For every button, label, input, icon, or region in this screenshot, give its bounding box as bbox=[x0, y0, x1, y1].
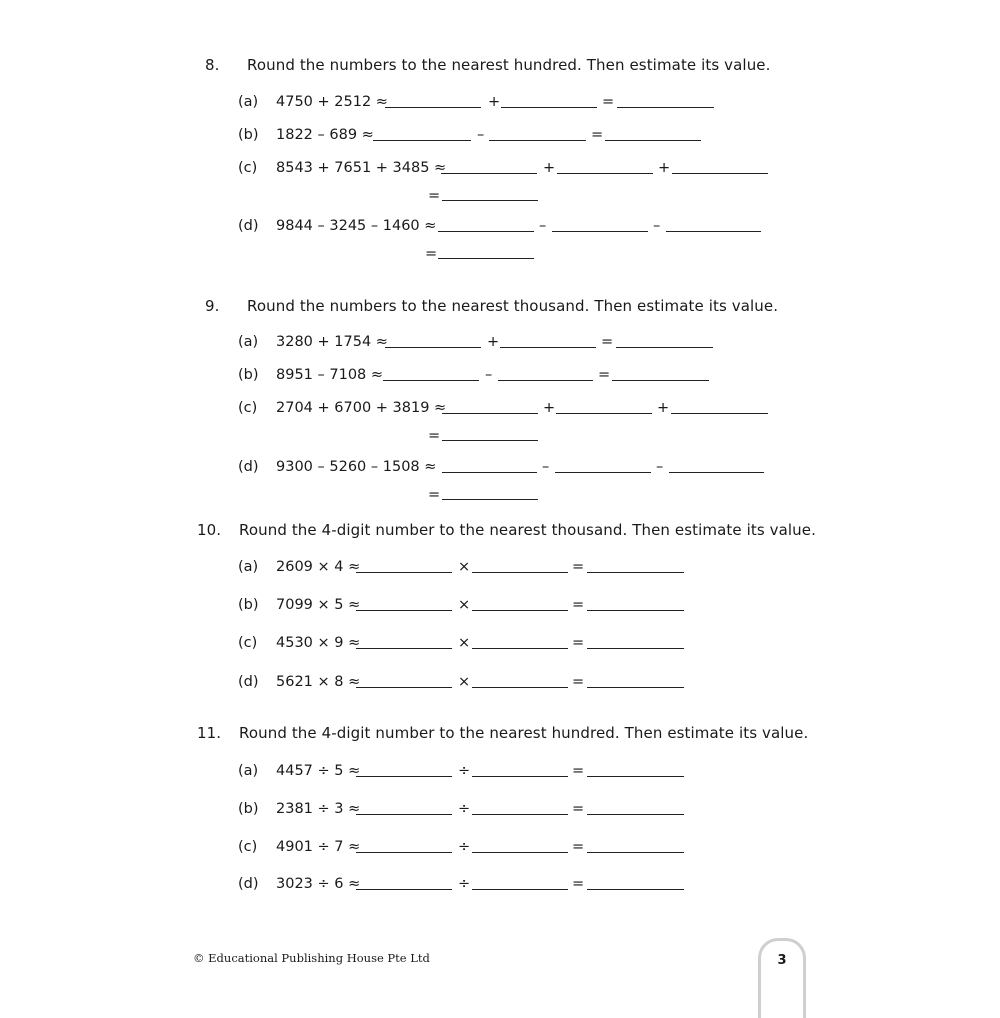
answer-blank[interactable] bbox=[612, 380, 709, 381]
equals-sign: = bbox=[572, 763, 585, 779]
answer-blank[interactable] bbox=[555, 472, 651, 473]
operator: × bbox=[458, 674, 471, 690]
answer-blank[interactable] bbox=[356, 889, 452, 890]
answer-blank[interactable] bbox=[587, 889, 684, 890]
equals-sign: = bbox=[428, 487, 441, 503]
operator: ÷ bbox=[458, 801, 471, 817]
answer-blank[interactable] bbox=[587, 572, 684, 573]
operator: × bbox=[458, 597, 471, 613]
expression: 9844 – 3245 – 1460 ≈ bbox=[276, 218, 437, 234]
operator: – bbox=[485, 367, 493, 383]
equals-sign: = bbox=[598, 367, 611, 383]
answer-blank[interactable] bbox=[356, 687, 452, 688]
answer-blank[interactable] bbox=[356, 776, 452, 777]
answer-blank[interactable] bbox=[442, 200, 538, 201]
equals-sign: = bbox=[572, 801, 585, 817]
operator: ÷ bbox=[458, 876, 471, 892]
answer-blank[interactable] bbox=[489, 140, 586, 141]
answer-blank[interactable] bbox=[671, 413, 768, 414]
part-label: (d) bbox=[238, 674, 259, 690]
question-11-title bbox=[197, 724, 808, 742]
expression: 8951 – 7108 ≈ bbox=[276, 367, 384, 383]
page-number-tab bbox=[758, 938, 806, 1018]
question-text: Round the numbers to the nearest thousand. Then estimate its value. bbox=[247, 297, 779, 315]
answer-blank[interactable] bbox=[587, 852, 684, 853]
equals-sign: = bbox=[572, 635, 585, 651]
question-10-title bbox=[197, 521, 816, 539]
operator: – bbox=[542, 459, 550, 475]
expression: 4530 × 9 ≈ bbox=[276, 635, 361, 651]
equals-sign: = bbox=[572, 839, 585, 855]
question-text: Round the 4-digit number to the nearest hundred. Then estimate its value. bbox=[239, 724, 809, 742]
answer-blank[interactable] bbox=[442, 413, 538, 414]
expression: 8543 + 7651 + 3485 ≈ bbox=[276, 160, 447, 176]
answer-blank[interactable] bbox=[356, 814, 452, 815]
answer-blank[interactable] bbox=[557, 173, 653, 174]
part-label: (b) bbox=[238, 597, 259, 613]
answer-blank[interactable] bbox=[385, 107, 481, 108]
answer-blank[interactable] bbox=[498, 380, 593, 381]
expression: 9300 – 5260 – 1508 ≈ bbox=[276, 459, 437, 475]
answer-blank[interactable] bbox=[500, 347, 596, 348]
operator: – bbox=[539, 218, 547, 234]
question-number: 10. bbox=[197, 521, 222, 539]
answer-blank[interactable] bbox=[587, 610, 684, 611]
operator: × bbox=[458, 559, 471, 575]
operator: + bbox=[658, 160, 671, 176]
question-text: Round the 4-digit number to the nearest thousand. Then estimate its value. bbox=[239, 521, 816, 539]
equals-sign: = bbox=[428, 188, 441, 204]
page-number: 3 bbox=[777, 953, 787, 968]
answer-blank[interactable] bbox=[441, 173, 537, 174]
operator: + bbox=[488, 94, 501, 110]
answer-blank[interactable] bbox=[438, 258, 534, 259]
answer-blank[interactable] bbox=[616, 347, 713, 348]
answer-blank[interactable] bbox=[666, 231, 761, 232]
equals-sign: = bbox=[591, 127, 604, 143]
equals-sign: = bbox=[601, 334, 614, 350]
copyright-footer: © Educational Publishing House Pte Ltd bbox=[193, 951, 430, 965]
expression: 4457 ÷ 5 ≈ bbox=[276, 763, 361, 779]
answer-blank[interactable] bbox=[556, 413, 652, 414]
part-label: (c) bbox=[238, 635, 258, 651]
answer-blank[interactable] bbox=[356, 648, 452, 649]
answer-blank[interactable] bbox=[472, 814, 568, 815]
answer-blank[interactable] bbox=[617, 107, 714, 108]
expression: 2609 × 4 ≈ bbox=[276, 559, 361, 575]
equals-sign: = bbox=[428, 428, 441, 444]
part-label: (c) bbox=[238, 160, 258, 176]
expression: 4750 + 2512 ≈ bbox=[276, 94, 388, 110]
answer-blank[interactable] bbox=[669, 472, 764, 473]
operator: – bbox=[477, 127, 485, 143]
answer-blank[interactable] bbox=[438, 231, 534, 232]
operator: ÷ bbox=[458, 763, 471, 779]
part-label: (b) bbox=[238, 367, 259, 383]
answer-blank[interactable] bbox=[472, 610, 568, 611]
answer-blank[interactable] bbox=[472, 687, 568, 688]
answer-blank[interactable] bbox=[442, 499, 538, 500]
answer-blank[interactable] bbox=[356, 610, 452, 611]
answer-blank[interactable] bbox=[587, 814, 684, 815]
part-label: (c) bbox=[238, 400, 258, 416]
expression: 4901 ÷ 7 ≈ bbox=[276, 839, 361, 855]
answer-blank[interactable] bbox=[472, 572, 568, 573]
operator: × bbox=[458, 635, 471, 651]
operator: – bbox=[656, 459, 664, 475]
answer-blank[interactable] bbox=[356, 572, 452, 573]
answer-blank[interactable] bbox=[552, 231, 648, 232]
answer-blank[interactable] bbox=[672, 173, 768, 174]
operator: + bbox=[543, 400, 556, 416]
equals-sign: = bbox=[572, 674, 585, 690]
expression: 3023 ÷ 6 ≈ bbox=[276, 876, 361, 892]
answer-blank[interactable] bbox=[383, 380, 479, 381]
question-number: 9. bbox=[205, 297, 220, 315]
answer-blank[interactable] bbox=[587, 687, 684, 688]
answer-blank[interactable] bbox=[373, 140, 471, 141]
equals-sign: = bbox=[602, 94, 615, 110]
operator: + bbox=[657, 400, 670, 416]
expression: 2704 + 6700 + 3819 ≈ bbox=[276, 400, 447, 416]
answer-blank[interactable] bbox=[472, 889, 568, 890]
expression: 7099 × 5 ≈ bbox=[276, 597, 361, 613]
answer-blank[interactable] bbox=[605, 140, 701, 141]
answer-blank[interactable] bbox=[472, 776, 568, 777]
question-number: 11. bbox=[197, 724, 222, 742]
expression: 2381 ÷ 3 ≈ bbox=[276, 801, 361, 817]
operator: – bbox=[653, 218, 661, 234]
equals-sign: = bbox=[572, 597, 585, 613]
part-label: (d) bbox=[238, 218, 259, 234]
part-label: (d) bbox=[238, 876, 259, 892]
expression: 3280 + 1754 ≈ bbox=[276, 334, 388, 350]
part-label: (a) bbox=[238, 559, 259, 575]
part-label: (b) bbox=[238, 801, 259, 817]
part-label: (a) bbox=[238, 334, 259, 350]
operator: ÷ bbox=[458, 839, 471, 855]
answer-blank[interactable] bbox=[472, 648, 568, 649]
question-text: Round the numbers to the nearest hundred. Then estimate its value. bbox=[247, 56, 771, 74]
equals-sign: = bbox=[425, 246, 438, 262]
expression: 5621 × 8 ≈ bbox=[276, 674, 361, 690]
answer-blank[interactable] bbox=[472, 852, 568, 853]
answer-blank[interactable] bbox=[442, 472, 537, 473]
part-label: (c) bbox=[238, 839, 258, 855]
answer-blank[interactable] bbox=[385, 347, 481, 348]
question-number: 8. bbox=[205, 56, 220, 74]
answer-blank[interactable] bbox=[587, 776, 684, 777]
equals-sign: = bbox=[572, 876, 585, 892]
part-label: (d) bbox=[238, 459, 259, 475]
equals-sign: = bbox=[572, 559, 585, 575]
question-8-title bbox=[205, 56, 771, 74]
operator: + bbox=[487, 334, 500, 350]
answer-blank[interactable] bbox=[356, 852, 452, 853]
expression: 1822 – 689 ≈ bbox=[276, 127, 374, 143]
part-label: (a) bbox=[238, 94, 259, 110]
answer-blank[interactable] bbox=[442, 440, 538, 441]
answer-blank[interactable] bbox=[587, 648, 684, 649]
question-9-title bbox=[205, 297, 778, 315]
answer-blank[interactable] bbox=[501, 107, 597, 108]
part-label: (b) bbox=[238, 127, 259, 143]
part-label: (a) bbox=[238, 763, 259, 779]
operator: + bbox=[543, 160, 556, 176]
